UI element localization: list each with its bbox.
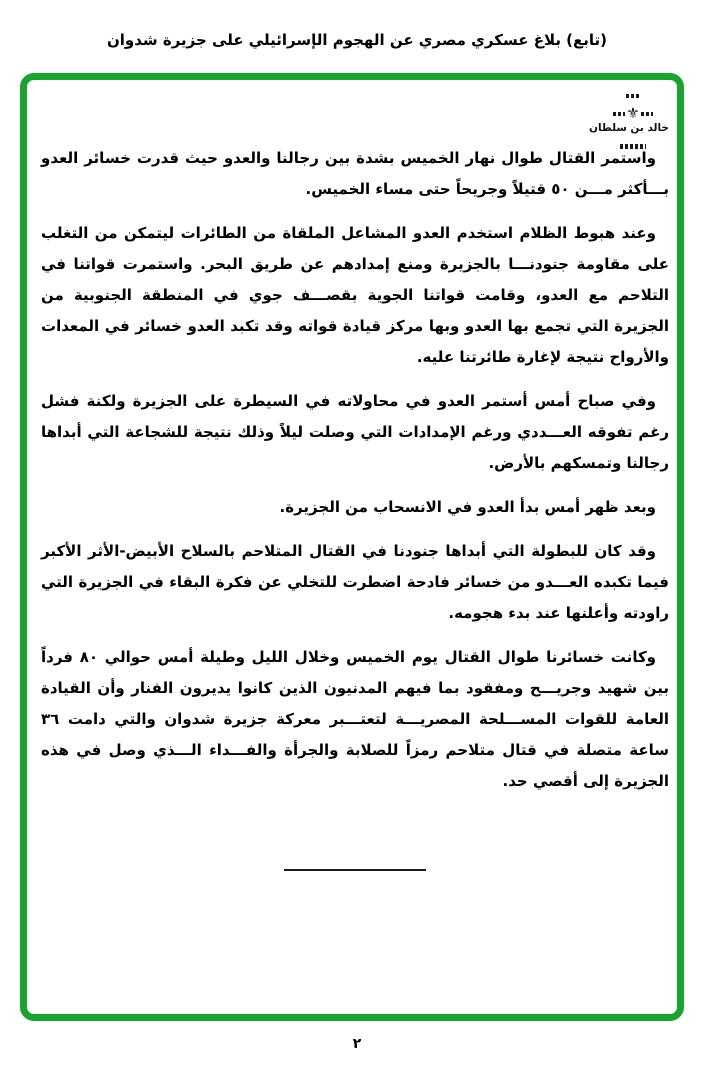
stamp-smudge (613, 112, 625, 116)
stamp-smudge (626, 94, 640, 98)
document-green-frame (20, 73, 684, 1021)
paragraph-4: وبعد ظهر أمس بدأ العدو في الانسحاب من الجزيرة. (279, 498, 656, 516)
document-body (41, 143, 669, 871)
crest-emblem-icon: ⚜ (626, 104, 640, 122)
stamp-emblem-row (597, 105, 669, 121)
stamp-illegible-top (597, 85, 669, 104)
stamp-smudge (641, 112, 653, 116)
paragraph-1: واستمر القتال طوال نهار الخميس بشدة بين رجالنا والعدو حيث قدرت خسائر العدو بـــأكثر مـــن ٥٠ قتيلاً وجريحاً حتى مساء الخميس. (41, 149, 669, 198)
paragraph-3: وفي صباح أمس أستمر العدو في محاولاته في السيطرة على الجزيرة ولكنة فشل رغم تفوقه العـــددي ورغم الإمدادات التي وصلت ليلاً وذلك نتيجة للشجاعة التي أبداها رجالنا وتمسكهم بالأرض. (41, 392, 669, 472)
paragraph-6: وكانت خسائرنا طوال القتال يوم الخميس وخلال الليل وطيلة أمس حوالي ٨٠ فرداً بين شهيد وجريـــح ومفقود بما فيهم المدنيون الذين كانوا يديرون الفنار وأن القيادة العامة للقوات المســـلحة المصريـــة لتعتـــبر معركة جزيرة شدوان والتي دامت ٣٦ ساعة متصلة في قتال متلاحم رمزاً للصلابة والجرأة والفـــداء الـــذي وصل في هذه الجزيرة إلى أقصي حد. (41, 648, 669, 790)
section-divider (284, 869, 426, 871)
paragraph-5: وقد كان للبطولة التي أبداها جنودنا في القتال المتلاحم بالسلاح الأبيض-الأثر الأكبر فيما تكبده العـــدو من خسائر فادحة اضطرت للتخلي عن فكرة البقاء في الجزيرة التي راودته وأعلنها عند بدء هجومه. (41, 542, 669, 622)
stamp-owner-name: خالد بن سلطان (589, 122, 669, 134)
document-title: (تابع) بلاغ عسكري مصري عن الهجوم الإسرائيلي على جزيرة شدوان (106, 31, 608, 49)
paragraph-2: وعند هبوط الظلام استخدم العدو المشاعل الملقاة من الطائرات ليتمكن من التغلب على مقاومة جنودنـــا بالجزيرة ومنع إمدادهم عن طريق البحر. واستمرت قواتنا في التلاحم مع العدو، وقامت قواتنا الجوية بقصـــف جوي في المنطقة الجنوبية من الجزيرة التي تجمع بها العدو وبها مركز قيادة قواته وقد تكبد العدو خسائر في المعدات والأرواح نتيجة لإغارة طائرتنا عليه. (41, 224, 669, 366)
page-number: ٢ (352, 1036, 362, 1052)
